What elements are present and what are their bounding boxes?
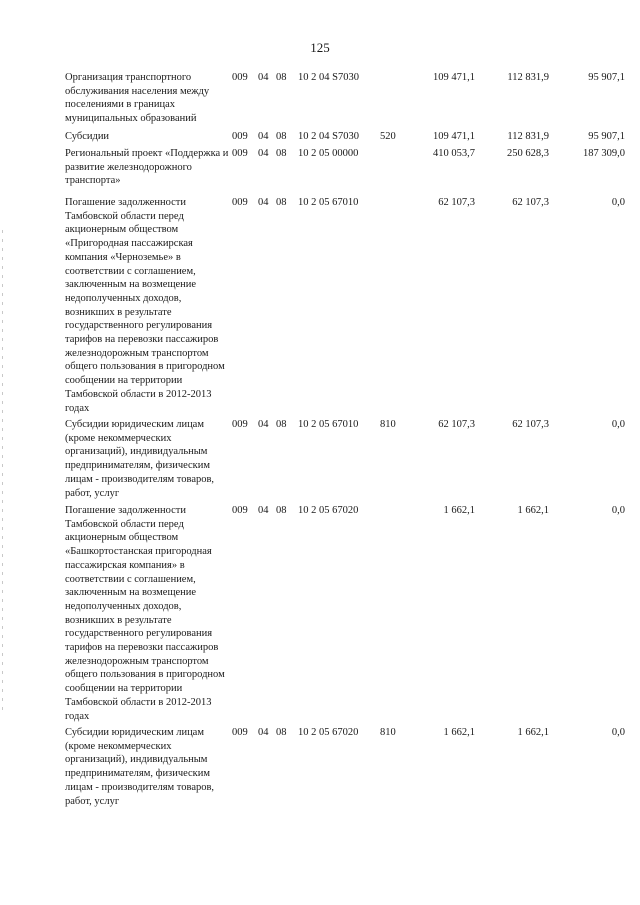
row-rz: 04: [258, 197, 269, 208]
row-value-2: 1 662,1: [517, 505, 549, 516]
row-cs: 10 2 05 67020: [298, 505, 359, 516]
row-name: Субсидии: [65, 131, 110, 142]
row-pr: 08: [276, 148, 287, 159]
row-rz: 04: [258, 131, 269, 142]
row-vr: 810: [380, 419, 396, 430]
row-value-2: 62 107,3: [512, 197, 549, 208]
row-gr: 009: [232, 419, 248, 430]
row-name: Организация транспортного обслуживания населения между поселениями в границах муниципальных образований: [65, 72, 210, 125]
row-pr: 08: [276, 727, 287, 738]
row-value-3: 0,0: [611, 505, 625, 516]
row-value-3: 95 907,1: [588, 72, 625, 83]
row-gr: 009: [232, 72, 248, 83]
row-gr: 009: [232, 197, 248, 208]
row-pr: 08: [276, 505, 287, 516]
row-gr: 009: [232, 505, 248, 516]
row-gr: 009: [232, 148, 248, 159]
row-name: Региональный проект «Поддержка и развитие железнодорожного транспорта»: [65, 148, 229, 187]
row-rz: 04: [258, 72, 269, 83]
row-name: Погашение задолженности Тамбовской области перед акционерным обществом «Пригородная пассажирская компания «Черноземье» в соответствии с соглашением, заключенным на возмещение недополученных доходов, возникших в результате государственного регулирования тарифов на перевозки пассажиров железнодорожным транспортом общего пользования в пригородном сообщении на территории Тамбовской области в 2012-2013 годах: [65, 197, 225, 414]
row-cs: 10 2 05 00000: [298, 148, 359, 159]
row-gr: 009: [232, 727, 248, 738]
row-value-1: 1 662,1: [443, 727, 475, 738]
row-rz: 04: [258, 727, 269, 738]
row-value-1: 62 107,3: [438, 419, 475, 430]
row-cs: 10 2 04 S7030: [298, 131, 359, 142]
row-value-3: 0,0: [611, 197, 625, 208]
row-rz: 04: [258, 419, 269, 430]
row-value-1: 62 107,3: [438, 197, 475, 208]
row-value-1: 1 662,1: [443, 505, 475, 516]
row-value-3: 0,0: [611, 727, 625, 738]
row-value-3: 187 309,0: [583, 148, 625, 159]
row-value-1: 109 471,1: [433, 72, 475, 83]
row-pr: 08: [276, 419, 287, 430]
row-name: Погашение задолженности Тамбовской области перед акционерным обществом «Башкортостанская пригородная пассажирская компания» в соответствии с соглашением, заключенным на возмещение недополученных доходов, возникших в результате государственного регулирования тарифов на перевозки пассажиров железнодорожным транспортом общего пользования в пригородном сообщении на территории Тамбовской области в 2012-2013 годах: [65, 505, 225, 722]
row-cs: 10 2 05 67010: [298, 419, 359, 430]
row-cs: 10 2 05 67010: [298, 197, 359, 208]
row-pr: 08: [276, 131, 287, 142]
row-pr: 08: [276, 197, 287, 208]
row-cs: 10 2 05 67020: [298, 727, 359, 738]
row-value-1: 410 053,7: [433, 148, 475, 159]
row-vr: 520: [380, 131, 396, 142]
row-value-3: 95 907,1: [588, 131, 625, 142]
row-name: Субсидии юридическим лицам (кроме некоммерческих организаций), индивидуальным предпринимателям, физическим лицам - производителям товаров, работ, услуг: [65, 727, 215, 807]
scan-edge-artifact: [2, 230, 3, 710]
page-number: 125: [310, 40, 330, 55]
row-gr: 009: [232, 131, 248, 142]
row-cs: 10 2 04 S7030: [298, 72, 359, 83]
row-name: Субсидии юридическим лицам (кроме некоммерческих организаций), индивидуальным предпринимателям, физическим лицам - производителям товаров, работ, услуг: [65, 419, 215, 499]
row-value-2: 62 107,3: [512, 419, 549, 430]
row-rz: 04: [258, 505, 269, 516]
row-value-3: 0,0: [611, 419, 625, 430]
row-vr: 810: [380, 727, 396, 738]
row-rz: 04: [258, 148, 269, 159]
row-value-2: 112 831,9: [507, 72, 549, 83]
row-value-1: 109 471,1: [433, 131, 475, 142]
row-value-2: 1 662,1: [517, 727, 549, 738]
row-pr: 08: [276, 72, 287, 83]
row-value-2: 112 831,9: [507, 131, 549, 142]
row-value-2: 250 628,3: [507, 148, 549, 159]
